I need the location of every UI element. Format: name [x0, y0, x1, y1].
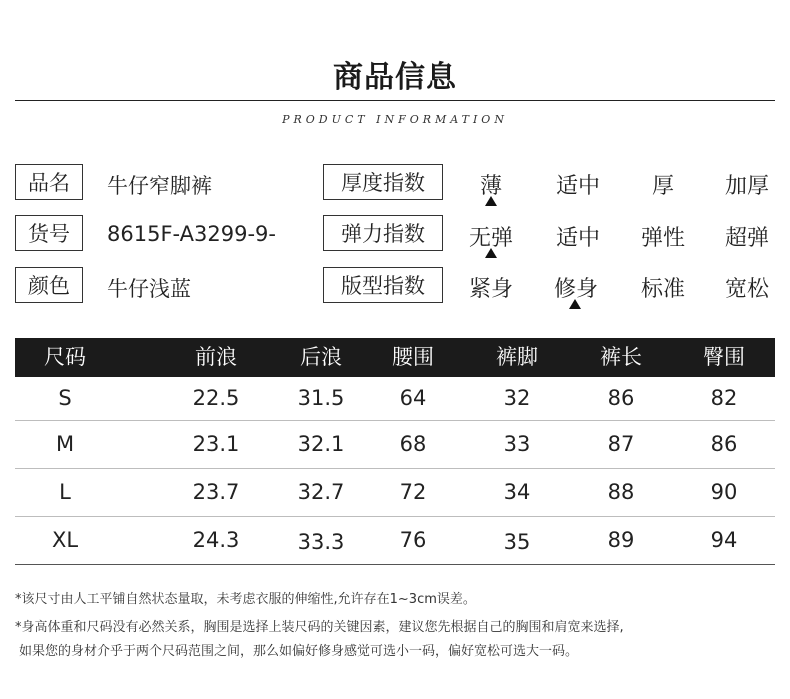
thickness-index-label: 厚度指数 — [323, 164, 443, 200]
table-cell: 22.5 — [192, 386, 240, 410]
row-divider — [15, 420, 775, 421]
table-cell: 90 — [710, 480, 738, 504]
size-advice-note-continued: 如果您的身材介乎于两个尺码范围之间，那么如偏好修身感觉可选小一码，偏好宽松可选大一码。 — [19, 644, 579, 659]
elasticity-option-super: 超弹 — [724, 226, 769, 251]
page-title: 商品信息 — [333, 60, 457, 95]
table-cell: 64 — [399, 386, 427, 410]
row-divider — [15, 468, 775, 469]
row-divider — [15, 516, 775, 517]
table-cell: 34 — [503, 480, 531, 504]
table-cell: 23.1 — [192, 432, 240, 456]
table-cell: S — [58, 386, 72, 410]
table-cell: 76 — [399, 528, 427, 552]
header-leg-opening: 裤脚 — [496, 345, 538, 369]
header-size: 尺码 — [44, 345, 86, 369]
header-waist: 腰围 — [392, 345, 434, 369]
fit-option-slim: 修身 — [553, 277, 598, 302]
thickness-option-thin: 薄 — [479, 174, 502, 199]
thickness-option-extra-thick: 加厚 — [724, 174, 769, 199]
size-advice-note: *身高体重和尺码没有必然关系，胸围是选择上装尺码的关键因素，建议您先根据自己的胸围和肩宽来选择, — [15, 620, 624, 635]
table-cell: 89 — [607, 528, 635, 552]
table-cell: XL — [51, 528, 79, 552]
table-cell: L — [59, 480, 71, 504]
header-back-rise: 后浪 — [300, 345, 342, 369]
fit-option-loose: 宽松 — [724, 277, 769, 302]
thickness-selected-marker-icon — [485, 196, 497, 206]
page-subtitle: PRODUCT INFORMATION — [282, 113, 508, 126]
elasticity-option-none: 无弹 — [468, 226, 513, 251]
fit-index-label: 版型指数 — [323, 267, 443, 303]
table-cell: 82 — [710, 386, 738, 410]
table-cell: 68 — [399, 432, 427, 456]
table-cell: 23.7 — [192, 480, 240, 504]
header-length: 裤长 — [600, 345, 642, 369]
thickness-option-medium: 适中 — [555, 174, 600, 199]
elasticity-option-medium: 适中 — [555, 226, 600, 251]
table-cell: 24.3 — [192, 528, 240, 552]
sku-label-box: 货号 — [15, 215, 83, 251]
elasticity-selected-marker-icon — [485, 248, 497, 258]
fit-option-standard: 标准 — [640, 277, 685, 302]
table-cell: M — [55, 432, 75, 456]
fit-option-tight: 紧身 — [468, 277, 513, 302]
thickness-option-thick: 厚 — [651, 174, 674, 199]
table-cell: 88 — [607, 480, 635, 504]
sku-value: 8615F-A3299-9- — [107, 222, 276, 246]
table-cell: 32.7 — [297, 480, 345, 504]
header-front-rise: 前浪 — [195, 345, 237, 369]
table-cell: 32 — [503, 386, 531, 410]
table-cell: 31.5 — [297, 386, 345, 410]
table-cell: 32.1 — [297, 432, 345, 456]
name-value: 牛仔窄脚裤 — [107, 174, 212, 198]
table-cell: 87 — [607, 432, 635, 456]
header-hip: 臀围 — [703, 345, 745, 369]
name-label-box: 品名 — [15, 164, 83, 200]
fit-selected-marker-icon — [569, 299, 581, 309]
elasticity-index-label: 弹力指数 — [323, 215, 443, 251]
table-cell: 35 — [503, 530, 531, 554]
table-cell: 86 — [607, 386, 635, 410]
table-cell: 72 — [399, 480, 427, 504]
color-label-box: 颜色 — [15, 267, 83, 303]
table-cell: 86 — [710, 432, 738, 456]
table-cell: 94 — [710, 528, 738, 552]
title-divider — [15, 100, 775, 101]
elasticity-option-elastic: 弹性 — [640, 226, 685, 251]
measurement-note: *该尺寸由人工平铺自然状态量取，未考虑衣服的伸缩性,允许存在1~3cm误差。 — [15, 592, 476, 607]
table-cell: 33 — [503, 432, 531, 456]
table-cell: 33.3 — [297, 530, 345, 554]
table-bottom-border — [15, 564, 775, 565]
color-value: 牛仔浅蓝 — [107, 277, 191, 301]
